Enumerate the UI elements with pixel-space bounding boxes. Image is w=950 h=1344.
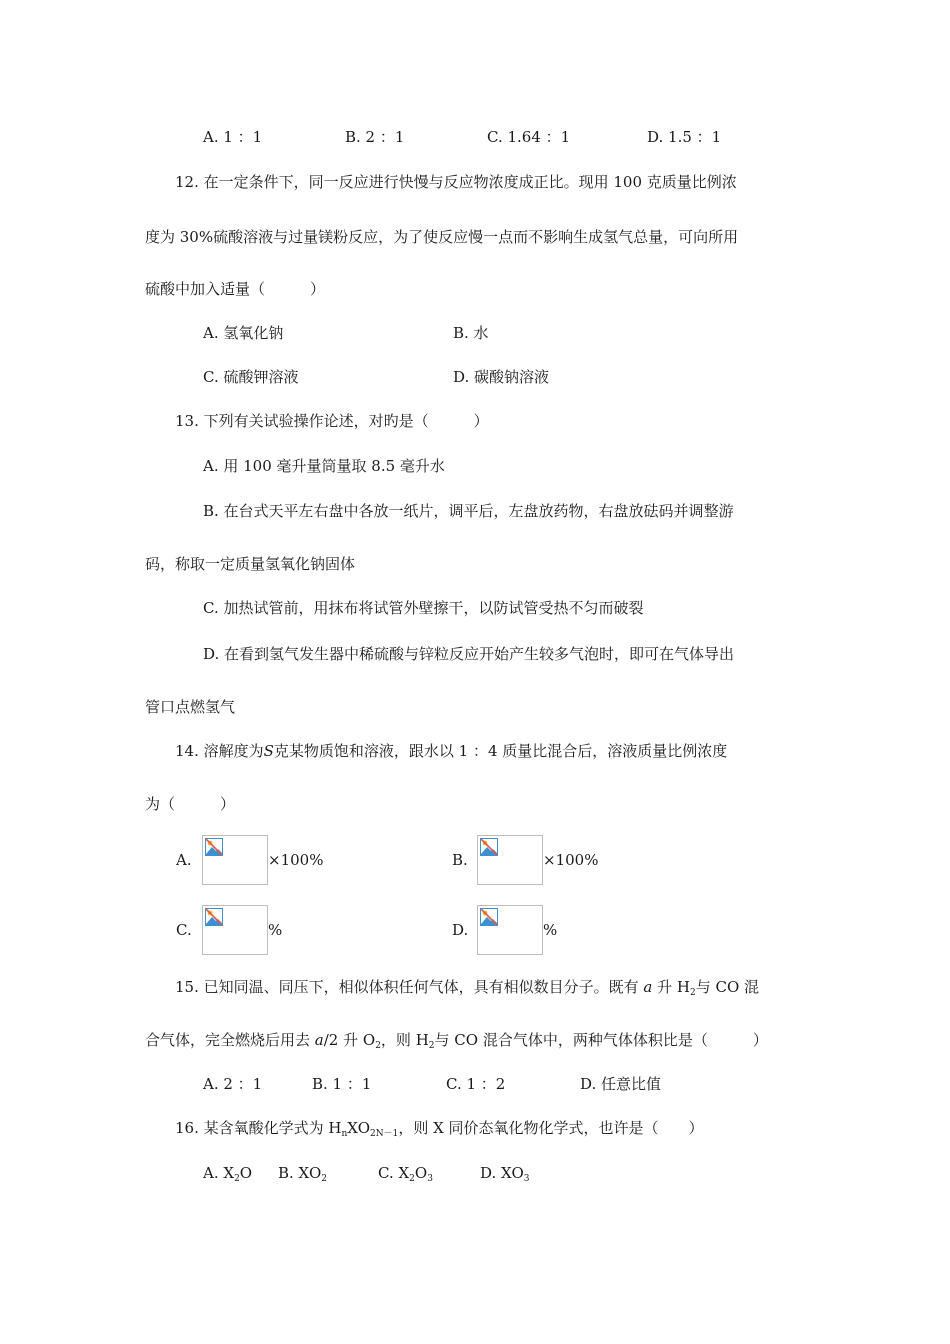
q12-option-d: D. 碳酸钠溶液: [453, 368, 550, 386]
q16-subscript: 2: [409, 1174, 415, 1184]
q13-option-d-line2: 管口点燃氢气: [145, 698, 236, 716]
q14-option-b-suffix: ×100%: [543, 851, 599, 869]
q16-subscript: 2: [234, 1174, 240, 1184]
q15-stem-text: 与 CO 混: [695, 978, 760, 996]
q16-subscript: 3: [427, 1174, 433, 1184]
q16-subscript: n: [341, 1129, 348, 1139]
broken-image-icon: [480, 838, 498, 856]
q14-option-c-suffix: %: [268, 921, 283, 939]
q14-option-a-label: A.: [176, 851, 192, 869]
q14-option-d-label: D.: [452, 921, 469, 939]
q16-option-text: O: [239, 1164, 253, 1182]
q16-option-text: O: [414, 1164, 428, 1182]
q11-option-d: D. 1.5 ：1: [647, 128, 722, 146]
q16-option-d: [480, 1163, 529, 1183]
q12-option-c: C. 硫酸钾溶液: [203, 368, 299, 386]
q15-subscript: 2: [428, 1041, 435, 1051]
q12-stem-line3: 硫酸中加入适量（ ）: [145, 280, 326, 298]
q13-option-a: A. 用 100 毫升量筒量取 8.5 毫升水: [203, 457, 445, 475]
q16-subscript: 2N－1: [370, 1129, 399, 1139]
q11-option-c: C. 1.64 ：1: [487, 128, 571, 146]
q11-option-b: B. 2 ：1: [345, 128, 405, 146]
q13-option-b-line1: B. 在台式天平左右盘中各放一纸片，调平后，左盘放药物，右盘放砝码并调整游: [203, 502, 734, 520]
q15-variable-a: a: [314, 1031, 324, 1049]
q15-subscript: 2: [375, 1041, 381, 1051]
q13-option-d-line1: D. 在看到氢气发生器中稀硫酸与锌粒反应开始产生较多气泡时，即可在气体导出: [203, 645, 735, 663]
broken-image-icon: [480, 908, 498, 926]
q16-stem: [175, 1118, 704, 1138]
broken-image-icon: [205, 908, 223, 926]
q14-option-a-suffix: ×100%: [268, 851, 324, 869]
q14-option-c-formula-image: [202, 905, 268, 955]
q13-option-c: C. 加热试管前，用抹布将试管外壁擦干，以防试管受热不匀而破裂: [203, 599, 644, 617]
q15-stem-text: /2 升 O: [323, 1031, 376, 1049]
q16-stem-text: XO: [347, 1119, 370, 1137]
q15-stem-text: 与 CO 混合气体中，两种气体体积比是（ ）: [434, 1031, 768, 1049]
q12-stem-line1: 12. 在一定条件下，同一反应进行快慢与反应物浓度成正比。现用 100 克质量比例浓: [175, 173, 737, 191]
q14-variable-s: S: [263, 742, 274, 760]
q14-option-d-suffix: %: [543, 921, 558, 939]
q16-option-c: [378, 1163, 433, 1183]
q12-option-b: B. 水: [453, 324, 489, 342]
q14-stem-part-b: 克某物质饱和溶液，跟水以 1 ：4 质量比混合后，溶液质量比例浓度: [273, 742, 728, 760]
q15-option-b: B. 1 ：1: [312, 1075, 372, 1093]
q14-option-d-formula-image: [477, 905, 543, 955]
q14-stem-part-a: 14. 溶解度为: [175, 742, 264, 760]
q15-stem-line1: [175, 977, 759, 997]
q14-option-b-label: B.: [452, 851, 468, 869]
q12-stem-line2: 度为 30%硫酸溶液与过量镁粉反应，为了使反应慢一点而不影响生成氢气总量，可向所用: [145, 228, 739, 246]
q16-subscript: 3: [523, 1174, 530, 1184]
q12-option-a: A. 氢氧化钠: [203, 324, 284, 342]
q15-stem-line2: [145, 1030, 768, 1050]
q13-option-b-line2: 码，称取一定质量氢氧化钠固体: [145, 555, 356, 573]
q14-stem-line2: 为（ ）: [145, 795, 236, 813]
q15-stem-text: 升 H: [657, 978, 691, 996]
q15-stem-text: ，则 H: [380, 1031, 429, 1049]
q16-option-text: C. X: [378, 1164, 410, 1182]
q15-option-c: C. 1 ：2: [446, 1075, 506, 1093]
q16-subscript: 2: [321, 1174, 328, 1184]
q16-option-text: A. X: [203, 1164, 235, 1182]
q14-option-b-formula-image: [477, 835, 543, 885]
q15-variable-a: a: [643, 978, 653, 996]
q11-option-a: A. 1 ：1: [203, 128, 263, 146]
q13-stem: 13. 下列有关试验操作论述，对旳是（ ）: [175, 412, 489, 430]
q15-stem-text: 合气体，完全燃烧后用去: [145, 1031, 311, 1049]
q15-option-d: D. 任意比值: [580, 1075, 662, 1093]
q16-option-text: D. XO: [480, 1164, 524, 1182]
broken-image-icon: [205, 838, 223, 856]
q15-subscript: 2: [690, 988, 696, 998]
q14-stem-line1: [175, 741, 727, 761]
q14-option-c-label: C.: [176, 921, 192, 939]
q16-option-b: [278, 1163, 327, 1183]
q15-stem-text: 15. 已知同温、同压下，相似体积任何气体，具有相似数目分子。既有: [175, 978, 639, 996]
q16-option-text: B. XO: [278, 1164, 322, 1182]
q16-stem-text: ，则 X 同价态氧化物化学式，也许是（ ）: [398, 1119, 704, 1137]
q16-stem-text: 16. 某含氧酸化学式为 H: [175, 1119, 342, 1137]
q14-option-a-formula-image: [202, 835, 268, 885]
q16-option-a: [203, 1163, 252, 1183]
q15-option-a: A. 2 ：1: [203, 1075, 263, 1093]
